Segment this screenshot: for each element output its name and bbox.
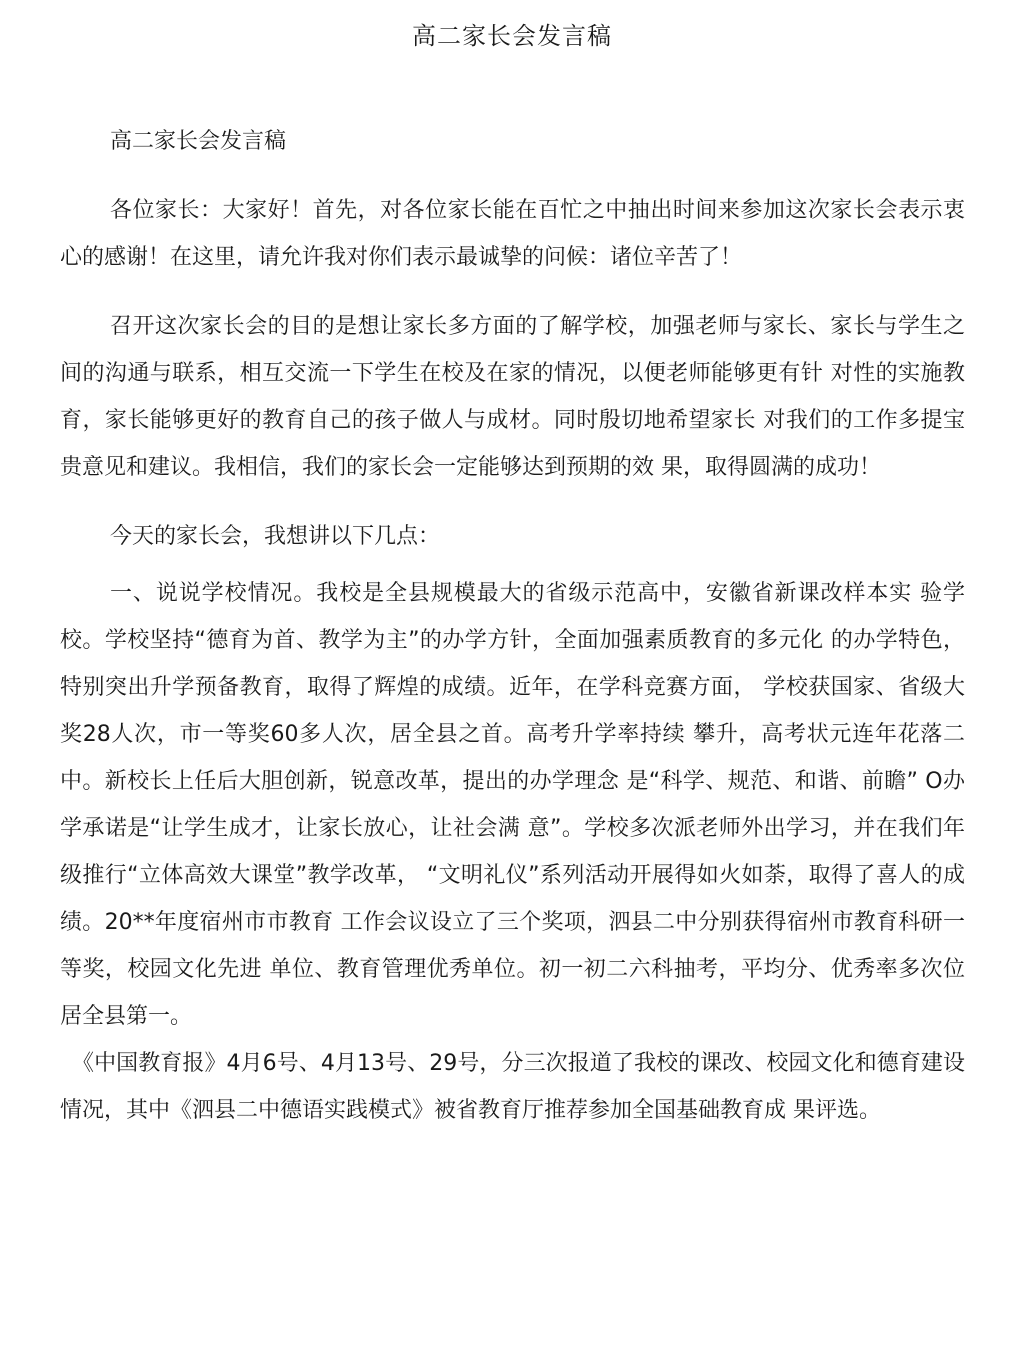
document-title: 高二家长会发言稿: [412, 22, 612, 50]
greeting-paragraph: 各位家长：大家好！首先，对各位家长能在百忙之中抽出时间来参加这次家长会表示衷心的感谢！在这里，请允许我对你们表示最诚挚的问候：诸位辛苦了！: [60, 198, 965, 270]
subtitle-paragraph: 高二家长会发言稿: [110, 129, 287, 154]
agenda-intro-paragraph: 今天的家长会，我想讲以下几点：: [110, 524, 441, 549]
document-body: [60, 118, 965, 1134]
school-situation-paragraph: 一、说说学校情况。我校是全县规模最大的省级示范高中，安徽省新课改样本实 验学校。学校坚持“德育为首、教学为主”的办学方针，全面加强素质教育的多元化 的办学特色，特别突出升学预备教育，取得了辉煌的成绩。近年，在学科竞赛方面， 学校获国家、省级大奖28人次，市一等奖60多人次，居全县之首。高考升学率持续 攀升，高考状元连年花落二中。新校长上任后大胆创新，锐意改革，提出的办学理念 是“科学、规范、和谐、前瞻” O办学承诺是“让学生成才，让家长放心，让社会满 意”。学校多次派老师外出学习，并在我们年级推行“立体高效大课堂”教学改革， “文明礼仪”系列活动开展得如火如荼，取得了喜人的成绩。20**年度宿州市市教育 工作会议设立了三个奖项，泗县二中分别获得宿州市教育科研一等奖，校园文化先进 单位、教育管理优秀单位。初一初二六科抽考，平均分、优秀率多次位居全县第一。: [60, 581, 965, 1029]
news-report-paragraph: 《中国教育报》4月6号、4月13号、29号，分三次报道了我校的课改、校园文化和德育建设情况，其中《泗县二中德语实践模式》被省教育厅推荐参加全国基础教育成 果评选。: [60, 1051, 965, 1123]
purpose-paragraph: 召开这次家长会的目的是想让家长多方面的了解学校，加强老师与家长、家长与学生之间的沟通与联系，相互交流一下学生在校及在家的情况，以便老师能够更有针 对性的实施教育，家长能够更好的教育自己的孩子做人与成材。同时殷切地希望家长 对我们的工作多提宝贵意见和建议。我相信，我们的家长会一定能够达到预期的效 果，取得圆满的成功！: [60, 314, 965, 480]
